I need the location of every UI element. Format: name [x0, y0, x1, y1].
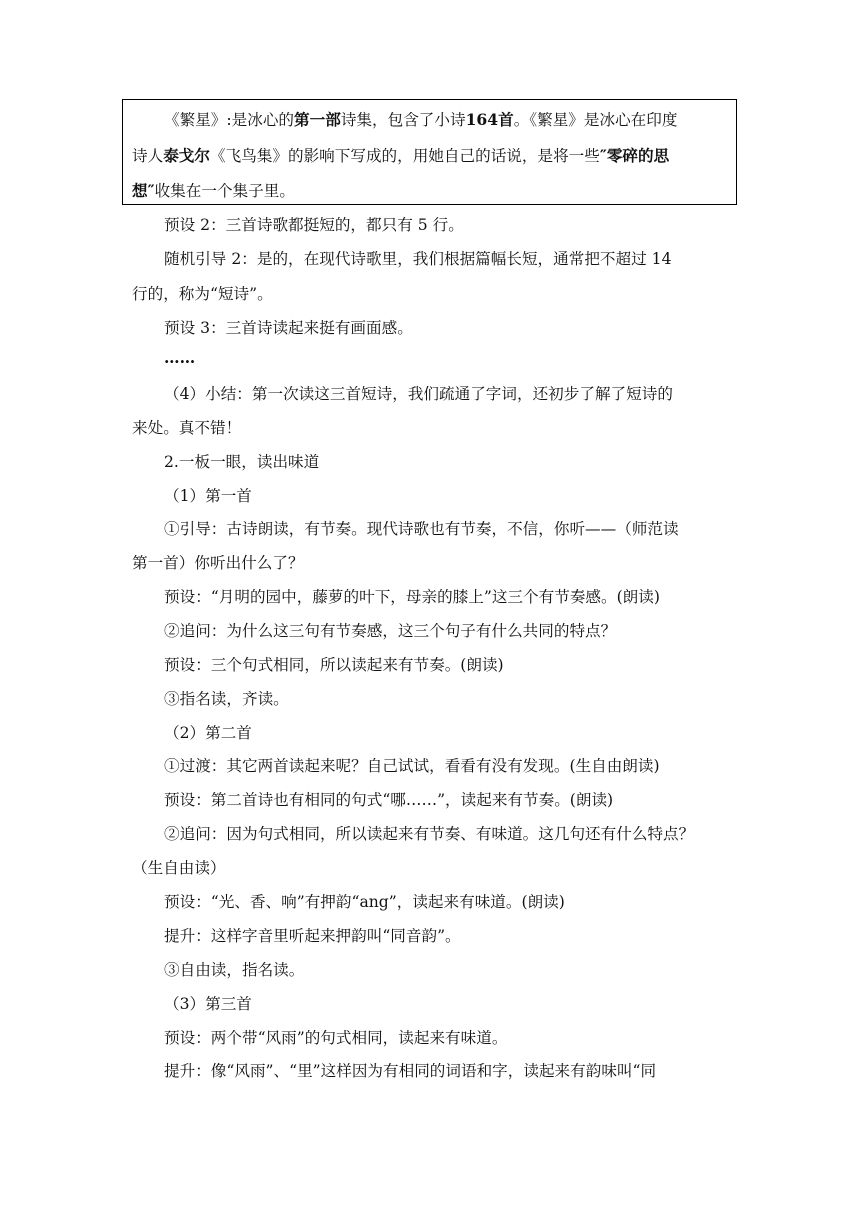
note-bold-text: ″零碎的思 — [599, 146, 670, 165]
section-heading: 2.一板一眼，读出味道 — [164, 453, 320, 471]
note-line-2 — [132, 146, 669, 166]
paragraph: 预设 3：三首诗读起来挺有画面感。 — [164, 319, 413, 337]
note-bold-text: 164首 — [465, 110, 514, 129]
paragraph: 提升：这样字音里听起来押韵叫“同音韵”。 — [164, 927, 461, 945]
paragraph: （生自由读） — [132, 859, 226, 877]
note-text: 收集在一个集子里。 — [154, 182, 295, 200]
note-text: 诗人 — [132, 147, 164, 165]
subsection-heading: （2）第二首 — [164, 724, 252, 742]
paragraph: 预设：两个带“风雨”的句式相同，读起来有味道。 — [164, 1029, 508, 1047]
note-bold-text: 泰戈尔 — [163, 146, 210, 165]
paragraph: 随机引导 2：是的，在现代诗歌里，我们根据篇幅长短，通常把不超过 14 — [164, 250, 672, 268]
paragraph: ①过渡：其它两首读起来呢？自己试试，看看有没有发现。(生自由朗读) — [164, 757, 660, 775]
paragraph: 第一首）你听出什么了？ — [132, 554, 304, 572]
paragraph: ③指名读，齐读。 — [164, 690, 289, 708]
paragraph: ②追问：因为句式相同，所以读起来有节奏、有味道。这几句还有什么特点？ — [164, 825, 695, 843]
paragraph: ③自由读，指名读。 — [164, 961, 305, 979]
subsection-heading: （3）第三首 — [164, 995, 252, 1013]
note-text: 《飞鸟集》的影响下写成的，用她自己的话说，是将一些 — [210, 147, 600, 165]
paragraph: 预设：“月明的园中，藤萝的叶下，母亲的膝上”这三个有节奏感。(朗读) — [164, 588, 660, 606]
paragraph: 提升：像“风雨”、“里”这样因为有相同的词语和字，读起来有韵味叫“同 — [164, 1062, 657, 1080]
note-bold-text: 想″ — [132, 181, 155, 200]
subsection-heading: （1）第一首 — [164, 487, 252, 505]
paragraph: 预设：三个句式相同，所以读起来有节奏。(朗读) — [164, 656, 504, 674]
ellipsis: …… — [164, 348, 196, 367]
note-line-3 — [132, 181, 295, 201]
note-text: 。《繁星》是冰心在印度 — [513, 111, 678, 129]
note-text: 《繁星》:是冰心的 — [164, 111, 295, 129]
paragraph: 预设：第二首诗也有相同的句式“哪……”，读起来有节奏。(朗读) — [164, 791, 614, 809]
note-text: 诗集，包含了小诗 — [340, 111, 466, 129]
paragraph: 预设：“光、香、响”有押韵“ang”，读起来有味道。(朗读) — [164, 893, 565, 911]
paragraph: 预设 2：三首诗歌都挺短的，都只有 5 行。 — [164, 216, 464, 234]
paragraph: ①引导：古诗朗读，有节奏。现代诗歌也有节奏，不信，你听——（师范读 — [164, 520, 679, 538]
note-bold-text: 第一部 — [294, 110, 341, 129]
section-summary: （4）小结：第一次读这三首短诗，我们疏通了字词，还初步了解了短诗的 — [164, 385, 673, 403]
paragraph: ②追问：为什么这三句有节奏感，这三个句子有什么共同的特点？ — [164, 622, 617, 640]
note-line-1 — [164, 110, 677, 130]
paragraph: 行的，称为“短诗”。 — [132, 285, 273, 303]
paragraph: 来处。真不错！ — [132, 419, 242, 437]
